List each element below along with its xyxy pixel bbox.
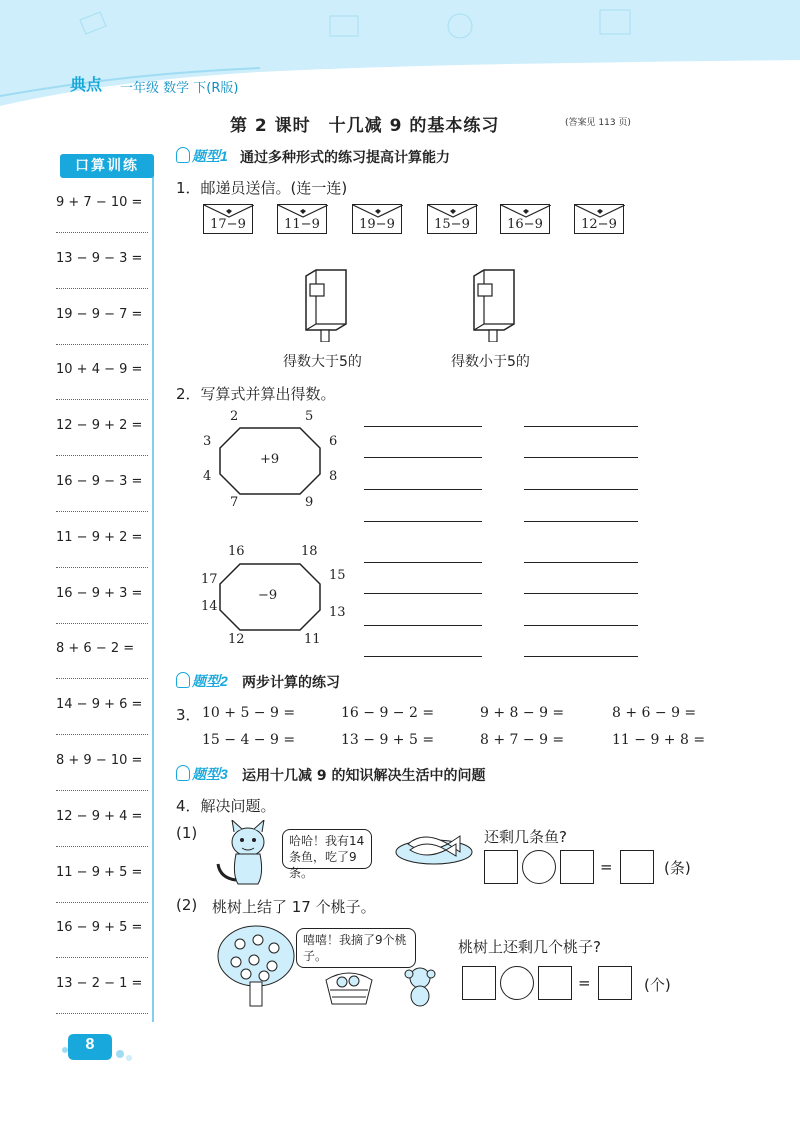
envelope-card[interactable]: [203, 204, 253, 234]
type-2-tag: 题型2: [176, 671, 228, 691]
answer-dotted-line[interactable]: [56, 566, 148, 568]
answer-box[interactable]: [462, 966, 496, 1000]
octagon-number: 2: [230, 409, 239, 424]
speech-bubble: 嘻嘻！我摘了9个桃子。: [296, 928, 416, 968]
type-3-tag: 题型3: [176, 764, 228, 784]
lesson-title: 第 2 课时 十几减 9 的基本练习: [230, 116, 500, 136]
answer-line[interactable]: [524, 562, 638, 563]
mental-math-item: [56, 472, 150, 512]
answer-line[interactable]: [364, 593, 482, 594]
calc-item: 10 + 5 − 9 =: [202, 705, 296, 721]
answer-line[interactable]: [364, 562, 482, 563]
mental-math-item: [56, 193, 150, 233]
answer-box[interactable]: [538, 966, 572, 1000]
mental-math-expression: 11 − 9 + 2 =: [56, 529, 143, 545]
mental-math-item: [56, 863, 150, 903]
answer-box[interactable]: [620, 850, 654, 884]
answer-line[interactable]: [364, 457, 482, 458]
cat-illustration: [214, 820, 280, 888]
mental-math-item: [56, 528, 150, 568]
part-2-intro: 桃树上结了 17 个桃子。: [212, 898, 376, 916]
envelope-card[interactable]: [352, 204, 402, 234]
octagon-number: 6: [329, 434, 338, 449]
envelope-card[interactable]: [500, 204, 550, 234]
lightbulb-icon: [176, 765, 190, 781]
octagon-number: 15: [329, 568, 346, 583]
envelope-card[interactable]: [574, 204, 624, 234]
mental-math-item: [56, 695, 150, 735]
mailbox-icon: [470, 268, 518, 346]
envelope-expression: 19−9: [359, 217, 395, 232]
answer-dotted-line[interactable]: [56, 1012, 148, 1014]
mental-math-expression: 16 − 9 + 5 =: [56, 920, 143, 936]
mental-math-item: [56, 807, 150, 847]
mailbox-label-less: 得数小于5的: [451, 354, 530, 370]
calc-item: 13 − 9 + 5 =: [341, 732, 435, 748]
monkey-illustration: [400, 966, 440, 1008]
equals-sign: =: [578, 974, 591, 992]
answer-line[interactable]: [364, 625, 482, 626]
lightbulb-icon: [176, 147, 190, 163]
octagon-number: 17: [201, 572, 218, 587]
sidebar-divider: [152, 160, 154, 1022]
answer-dotted-line[interactable]: [56, 845, 148, 847]
mental-math-item: [56, 639, 150, 679]
envelope-expression: 16−9: [507, 217, 543, 232]
question-4-text: 4．解决问题。: [176, 797, 276, 815]
envelope-card[interactable]: [277, 204, 327, 234]
unit-label: (个): [644, 976, 671, 994]
page-number: 8: [85, 1036, 95, 1053]
answer-line[interactable]: [364, 656, 482, 657]
mental-math-expression: 8 + 6 − 2 =: [56, 641, 135, 657]
type-1-tag: 题型1: [176, 146, 228, 166]
mailbox-label-greater: 得数大于5的: [283, 354, 362, 370]
answer-line[interactable]: [524, 521, 638, 522]
mental-math-expression: 12 − 9 + 2 =: [56, 418, 143, 434]
operator-circle[interactable]: [500, 966, 534, 1000]
book-subtitle: 一年级 数学 下(R版): [120, 81, 239, 96]
mental-math-item: [56, 751, 150, 791]
answer-box[interactable]: [598, 966, 632, 1000]
calc-item: 11 − 9 + 8 =: [612, 732, 706, 748]
mental-math-item: [56, 584, 150, 624]
envelope-expression: 11−9: [284, 217, 320, 232]
mailbox-icon: [302, 268, 350, 346]
mental-math-item: [56, 974, 150, 1014]
answer-dotted-line[interactable]: [56, 733, 148, 735]
mental-math-expression: 10 + 4 − 9 =: [56, 362, 143, 378]
part-2-question: 桃树上还剩几个桃子?: [458, 938, 601, 956]
answer-dotted-line[interactable]: [56, 343, 148, 345]
brand-logo: 典点: [70, 77, 103, 94]
envelope-expression: 12−9: [581, 217, 617, 232]
type-1-text: 通过多种形式的练习提高计算能力: [240, 150, 450, 166]
part-1-label: (1): [176, 824, 198, 842]
fish-plate-illustration: [394, 826, 474, 866]
type-2-text: 两步计算的练习: [242, 675, 340, 691]
answer-box[interactable]: [484, 850, 518, 884]
octagon-number: 9: [305, 495, 314, 510]
mental-math-expression: 8 + 9 − 10 =: [56, 753, 143, 768]
mental-math-expression: 13 − 2 − 1 =: [56, 976, 143, 992]
answer-line[interactable]: [524, 426, 638, 427]
peach-tree-illustration: [214, 922, 298, 1008]
answer-line[interactable]: [364, 521, 482, 522]
answer-dotted-line[interactable]: [56, 956, 148, 958]
mental-math-expression: 14 − 9 + 6 =: [56, 697, 143, 713]
mental-math-expression: 9 + 7 − 10 =: [56, 195, 143, 210]
octagon-number: 12: [228, 632, 245, 647]
answer-line[interactable]: [524, 656, 638, 657]
part-2-label: (2): [176, 896, 198, 914]
octagon-number: 14: [201, 599, 218, 614]
answer-dotted-line[interactable]: [56, 789, 148, 791]
calc-item: 9 + 8 − 9 =: [480, 705, 565, 721]
mental-math-item: [56, 305, 150, 345]
envelope-expression: 17−9: [210, 217, 246, 232]
mental-math-expression: 19 − 9 − 7 =: [56, 306, 143, 322]
octagon-center: −9: [258, 588, 278, 603]
part-1-question: 还剩几条鱼?: [484, 828, 567, 846]
answer-dotted-line[interactable]: [56, 622, 148, 624]
type-3-text: 运用十几减 9 的知识解决生活中的问题: [242, 768, 486, 784]
answer-dotted-line[interactable]: [56, 398, 148, 400]
mental-math-expression: 11 − 9 + 5 =: [56, 864, 143, 880]
octagon-number: 8: [329, 469, 338, 484]
octagon-center: +9: [260, 452, 280, 467]
octagon-number: 5: [305, 409, 314, 424]
speech-bubble: 哈哈！我有14条鱼，吃了9条。: [282, 829, 372, 869]
envelope-card[interactable]: [427, 204, 477, 234]
octagon-number: 4: [203, 469, 212, 484]
octagon-number: 16: [228, 544, 245, 559]
mental-math-item: [56, 918, 150, 958]
operator-circle[interactable]: [522, 850, 556, 884]
answer-reference: (答案见 113 页): [565, 118, 631, 128]
lightbulb-icon: [176, 672, 190, 688]
sidebar-title: 口算训练: [60, 154, 154, 178]
octagon-number: 11: [304, 632, 321, 647]
question-1-text: 1．邮递员送信。(连一连): [176, 179, 348, 197]
mental-math-expression: 13 − 9 − 3 =: [56, 250, 143, 266]
answer-line[interactable]: [364, 426, 482, 427]
octagon-number: 13: [329, 605, 346, 620]
mental-math-item: [56, 360, 150, 400]
answer-dotted-line[interactable]: [56, 231, 148, 233]
answer-dotted-line[interactable]: [56, 901, 148, 903]
answer-line[interactable]: [524, 457, 638, 458]
calc-item: 16 − 9 − 2 =: [341, 705, 435, 721]
answer-dotted-line[interactable]: [56, 677, 148, 679]
octagon-number: 18: [301, 544, 318, 559]
question-3-label: 3．: [176, 706, 201, 724]
mental-math-expression: 16 − 9 − 3 =: [56, 474, 143, 489]
mental-math-item: [56, 249, 150, 289]
calc-item: 15 − 4 − 9 =: [202, 732, 296, 748]
answer-line[interactable]: [524, 593, 638, 594]
answer-line[interactable]: [524, 625, 638, 626]
envelope-expression: 15−9: [434, 217, 470, 232]
basket-illustration: [322, 970, 376, 1006]
answer-line[interactable]: [364, 489, 482, 490]
answer-dotted-line[interactable]: [56, 454, 148, 456]
calc-item: 8 + 7 − 9 =: [480, 732, 565, 748]
question-2-text: 2．写算式并算出得数。: [176, 385, 336, 403]
answer-line[interactable]: [524, 489, 638, 490]
mental-math-expression: 16 − 9 + 3 =: [56, 585, 143, 601]
calc-item: 8 + 6 − 9 =: [612, 705, 697, 721]
mental-math-expression: 12 − 9 + 4 =: [56, 808, 143, 824]
unit-label: (条): [664, 859, 691, 877]
mental-math-item: [56, 416, 150, 456]
answer-dotted-line[interactable]: [56, 510, 148, 512]
answer-dotted-line[interactable]: [56, 287, 148, 289]
octagon-number: 3: [203, 434, 212, 449]
octagon-number: 7: [230, 495, 239, 510]
equals-sign: =: [600, 858, 613, 876]
answer-box[interactable]: [560, 850, 594, 884]
